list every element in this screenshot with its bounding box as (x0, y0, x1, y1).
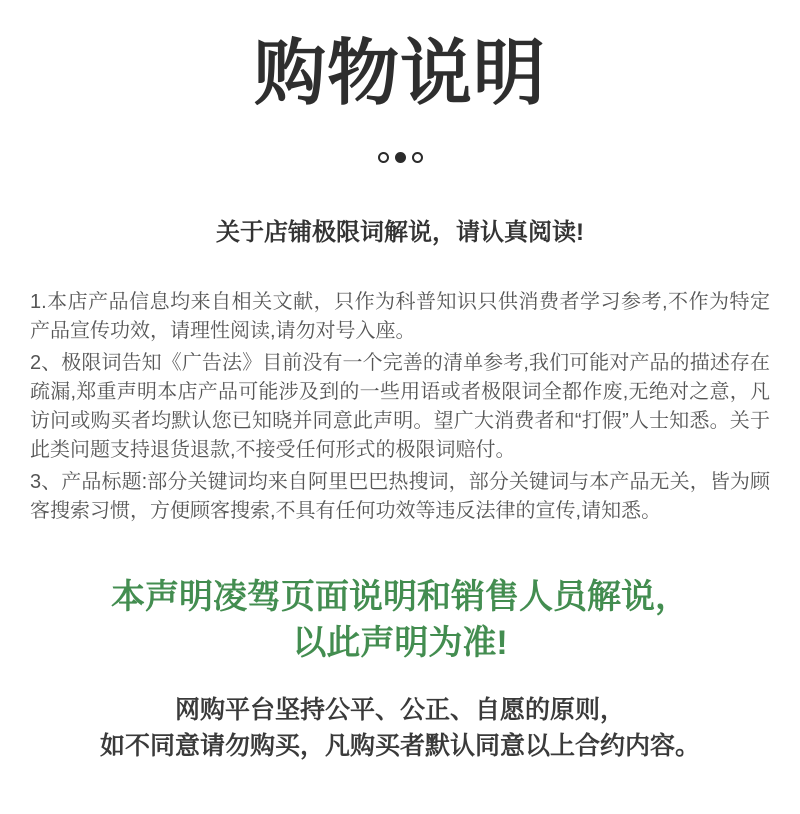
notice-subtitle: 关于店铺极限词解说，请认真阅读! (216, 219, 584, 246)
priority-statement (0, 574, 800, 666)
statement-line-1: 本声明凌驾页面说明和销售人员解说， (111, 578, 689, 616)
notice-paragraph-1: 1.本店产品信息均来自相关文献，只作为科普知识只供消费者学习参考,不作为特定产品宣传功效，请理性阅读,请勿对号入座。 (30, 291, 770, 342)
notice-paragraph-3: 3、产品标题:部分关键词均来自阿里巴巴热搜词，部分关键词与本产品无关，皆为顾客搜索习惯，方便顾客搜索,不具有任何功效等违反法律的宣传,请知悉。 (30, 471, 770, 522)
platform-principle-note (0, 692, 800, 764)
footer-line-2: 如不同意请勿购买，凡购买者默认同意以上合约内容。 (99, 732, 700, 760)
page-title: 购物说明 (253, 34, 546, 114)
footer-line-1: 网购平台坚持公平、公正、自愿的原则， (174, 696, 625, 724)
notice-body (30, 288, 770, 526)
notice-paragraph-2: 2、极限词告知《广告法》目前没有一个完善的清单参考,我们可能对产品的描述存在疏漏,郑重声明本店产品可能涉及到的一些用语或者极限词全都作废,无绝对之意，凡访问或购买者均默认您已知晓并同意此声明。望广大消费者和“打假”人士知悉。关于此类问题支持退货退款,不接受任何形式的极限词赔付。 (30, 352, 770, 461)
carousel-dot-3[interactable] (412, 152, 423, 163)
carousel-dot-1[interactable] (378, 152, 389, 163)
carousel-dots (0, 152, 800, 163)
carousel-dot-2[interactable] (395, 152, 406, 163)
statement-line-2: 以此声明为准! (292, 624, 508, 662)
